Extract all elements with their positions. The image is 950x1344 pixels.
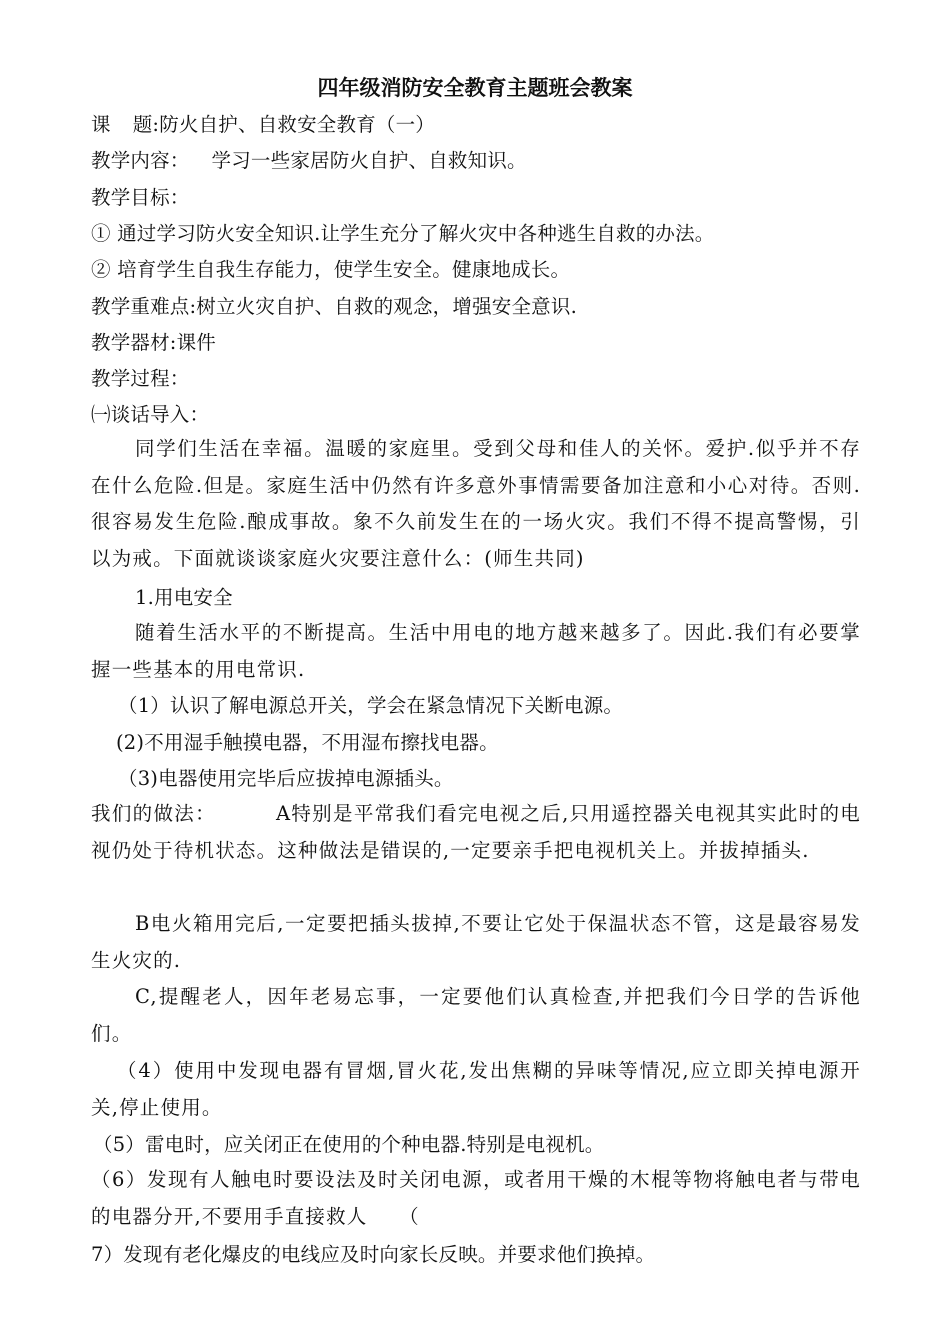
goal-item-2: ② 培育学生自我生存能力，使学生安全。健康地成长。 [91, 258, 571, 281]
rule-2: (2)不用湿手触摸电器，不用湿布擦找电器。 [116, 731, 499, 754]
section-heading: ㈠谈话导入： [91, 403, 210, 426]
rule-1: （1）认识了解电源总开关，学会在紧急情况下关断电源。 [118, 694, 624, 717]
item-heading: 1.用电安全 [135, 586, 233, 609]
document-title: 四年级消防安全教育主题班会教案 [317, 76, 633, 100]
rule-6: （6）发现有人触电时要设法及时关闭电源，或者用干燥的木棍等物将触电者与带电的电器分开,不要用手直接救人 （ [91, 1168, 861, 1228]
topic-label-2: 题: [132, 113, 160, 136]
rule-4: （4）使用中发现电器有冒烟,冒火花,发出焦糊的异味等情况,应立即关掉电源开关,停止使用。 [91, 1059, 861, 1119]
item-paragraph: 随着生活水平的不断提高。生活中用电的地方越来越多了。因此.我们有必要掌握一些基本的用电常识. [91, 621, 861, 681]
practice-b: B电火箱用完后,一定要把插头拔掉,不要让它处于保温状态不管，这是最容易发生火灾的. [91, 912, 861, 972]
practice-a [91, 796, 861, 869]
content-label: 教学内容： [91, 149, 190, 172]
topic-value: 防火自护、自救安全教育（一） [159, 113, 435, 136]
materials: 教学器材:课件 [91, 331, 216, 354]
intro-paragraph: 同学们生活在幸福。温暖的家庭里。受到父母和佳人的关怀。爱护.似乎并不存在什么危险.但是。家庭生活中仍然有许多意外事情需要备加注意和小心对待。否则.很容易发生危险.酿成事故。象不久前发生在的一场火灾。我们不得不提高警惕，引以为戒。下面就谈谈家庭火灾要注意什么：(师生共同) [91, 437, 861, 570]
practice-a-text: A特别是平常我们看完电视之后,只用遥控器关电视其实此时的电视仍处于待机状态。这种做法是错误的,一定要亲手把电视机关上。并拔掉插头. [91, 802, 861, 862]
content-value: 学习一些家居防火自护、自救知识。 [211, 149, 527, 172]
key-points: 教学重难点:树立火灾自护、自救的观念，增强安全意识. [91, 295, 577, 318]
content-line [91, 143, 871, 179]
goal-item-1: ① 通过学习防火安全知识.让学生充分了解火灾中各种逃生自救的办法。 [91, 222, 715, 245]
process-label: 教学过程： [91, 367, 190, 390]
practice-c: C,提醒老人，因年老易忘事，一定要他们认真检查,并把我们今日学的告诉他们。 [91, 985, 861, 1045]
goal-label: 教学目标： [91, 186, 190, 209]
rule-3: （3)电器使用完毕后应拔掉电源插头。 [118, 767, 454, 790]
rule-7: 7）发现有老化爆皮的电线应及时向家长反映。并要求他们换掉。 [91, 1243, 656, 1266]
topic-label: 课 [91, 113, 111, 136]
rule-5: （5）雷电时，应关闭正在使用的个种电器.特别是电视机。 [93, 1133, 605, 1156]
topic-line [91, 107, 871, 143]
practice-label: 我们的做法： [91, 802, 216, 825]
